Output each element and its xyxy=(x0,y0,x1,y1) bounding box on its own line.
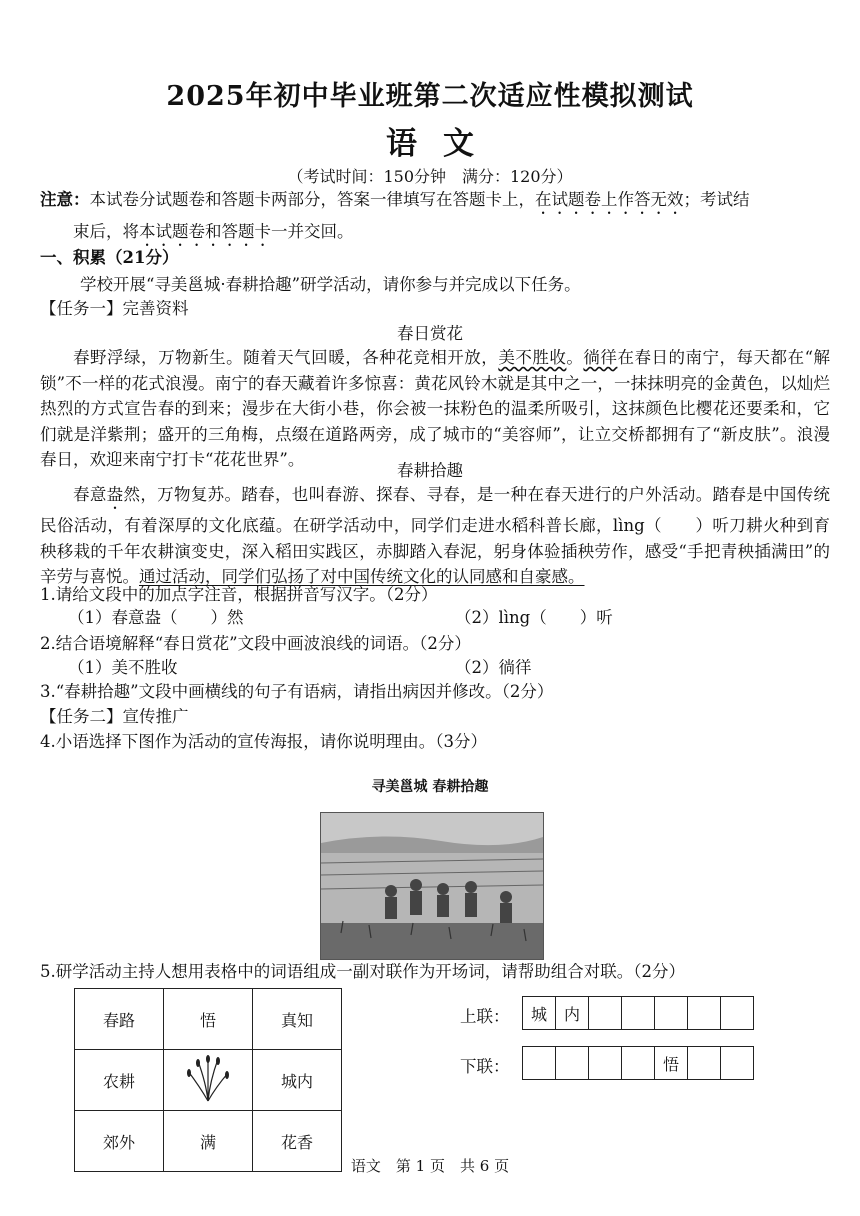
couplet-cell xyxy=(523,1047,556,1080)
section-intro: 学校开展“寻美邕城·春耕拾趣”研学活动，请你参与并完成以下任务。 xyxy=(80,275,581,294)
passage2-title: 春耕拾趣 xyxy=(397,461,463,480)
couplet-cell: 悟 xyxy=(655,1047,688,1080)
question-1: 1.请给文段中的加点字注音，根据拼音写汉字。（2分） xyxy=(40,585,438,604)
passage1-title: 春日赏花 xyxy=(397,324,463,343)
couplet-cell xyxy=(688,1047,721,1080)
passage-text: 在春日的南宁，每天都在“解锁”不一样的花式浪漫。南宁的春天藏着许多惊喜：黄花风铃木就是其中之一，一抹抹明亮的金黄色，以灿烂热烈的方式宣告春的到来；漫步在大街小巷，你会被一抹粉色的温柔所吸引，这抹颜色比樱花还要柔和，它们就是洋紫荆；盛开的三角梅，点缀在道路两旁，成了城市的“美容师”，让立交桥都拥有了“新皮肤”。浪漫春日，欢迎来南宁打卡“花花世界”。 xyxy=(40,348,831,469)
passage1 xyxy=(40,345,830,473)
exam-title: 2025年初中毕业班第二次适应性模拟测试 xyxy=(166,81,694,112)
section-heading: 一、积累（21分） xyxy=(40,248,179,267)
word-cell: 城内 xyxy=(253,1050,342,1111)
wavy-word: 美不胜收 xyxy=(498,348,567,367)
wavy-word: 徜徉 xyxy=(583,348,618,367)
couplet-cell xyxy=(589,1047,622,1080)
word-cell: 悟 xyxy=(164,989,253,1050)
word-cell: 春路 xyxy=(75,989,164,1050)
word-cell: 满 xyxy=(164,1111,253,1172)
upper-couplet-grid xyxy=(522,996,754,1030)
question-3: 3.“春耕拾趣”文段中画横线的句子有语病，请指出病因并修改。（2分） xyxy=(40,682,554,701)
couplet-cell xyxy=(655,997,688,1030)
passage-text: 春意 xyxy=(73,485,107,504)
notice-text: 本试卷分试题卷和答题卡两部分，答案一律填写在答题卡上， xyxy=(89,190,535,209)
passage-text: 春野浮绿，万物新生。随着天气回暖，各种花竞相开放， xyxy=(73,348,499,367)
rice-icon-cell xyxy=(164,1050,253,1111)
notice-text: 一并交回。 xyxy=(271,222,354,241)
dotted-char: 盎 xyxy=(106,485,124,504)
poster-image xyxy=(320,812,544,960)
couplet-cell xyxy=(721,1047,754,1080)
notice-emphasis: 本试题卷和答题卡 xyxy=(139,222,271,241)
passage2 xyxy=(40,482,830,590)
couplet-cell xyxy=(589,997,622,1030)
notice-emphasis: 在试题卷上作答无效 xyxy=(535,190,684,209)
couplet-cell xyxy=(622,1047,655,1080)
rice-planting-illustration xyxy=(321,813,543,959)
poster-title: 寻美邕城 春耕拾趣 xyxy=(371,779,489,795)
rice-stalk-icon xyxy=(178,1053,238,1103)
passage-text: 然，万物复苏。踏春，也叫春游、探春、寻春，是一种在春天进行的户外活动。踏春是中国传统民俗活动，有着深厚的文化底蕴。在研学活动中，同学们走进水稻科普长廊，lìng（ ）听刀耕火种到育秧移栽的千年农耕演变史，深入稻田实践区，赤脚踏入春泥，躬身体验插秧劳作，感受“手把青秧插满田”的辛劳与喜悦。 xyxy=(40,485,831,586)
notice-label: 注意： xyxy=(40,190,90,209)
couplet-cell xyxy=(721,997,754,1030)
task1-heading: 【任务一】完善资料 xyxy=(40,299,189,318)
word-cell: 郊外 xyxy=(75,1111,164,1172)
passage-text: 。 xyxy=(566,348,584,367)
task2-heading: 【任务二】宣传推广 xyxy=(40,707,189,726)
underlined-sentence: 通过活动，同学们弘扬了对中国传统文化的认同感和自豪感。 xyxy=(139,567,585,586)
q1-part1: （1）春意盎（ ）然 xyxy=(68,608,244,627)
couplet-cell xyxy=(556,1047,589,1080)
exam-info: （考试时间：150分钟 满分：120分） xyxy=(287,167,573,186)
q2-part2: （2）徜徉 xyxy=(455,658,532,677)
couplet-cell xyxy=(622,997,655,1030)
upper-couplet-label: 上联： xyxy=(460,1007,510,1026)
page-footer: 语文 第 1 页 共 6 页 xyxy=(350,1157,510,1175)
question-5: 5.研学活动主持人想用表格中的词语组成一副对联作为开场词，请帮助组合对联。（2分） xyxy=(40,962,685,981)
notice xyxy=(40,186,830,250)
lower-couplet-grid xyxy=(522,1046,754,1080)
lower-couplet-label: 下联： xyxy=(460,1057,510,1076)
word-cell: 花香 xyxy=(253,1111,342,1172)
notice-text: ；考试结 xyxy=(683,190,750,209)
subject-title: 语文 xyxy=(386,126,500,162)
couplet-cell xyxy=(688,997,721,1030)
question-2: 2.结合语境解释“春日赏花”文段中画波浪线的词语。（2分） xyxy=(40,634,471,653)
word-cell: 真知 xyxy=(253,989,342,1050)
word-table xyxy=(74,988,342,1172)
q1-part2: （2）lìng（ ）听 xyxy=(455,608,613,627)
couplet-cell: 内 xyxy=(556,997,589,1030)
q2-part1: （1）美不胜收 xyxy=(68,658,178,677)
question-4: 4.小语选择下图作为活动的宣传海报，请你说明理由。（3分） xyxy=(40,732,487,751)
couplet-cell: 城 xyxy=(523,997,556,1030)
word-cell: 农耕 xyxy=(75,1050,164,1111)
notice-text: 束后，将 xyxy=(73,222,139,241)
